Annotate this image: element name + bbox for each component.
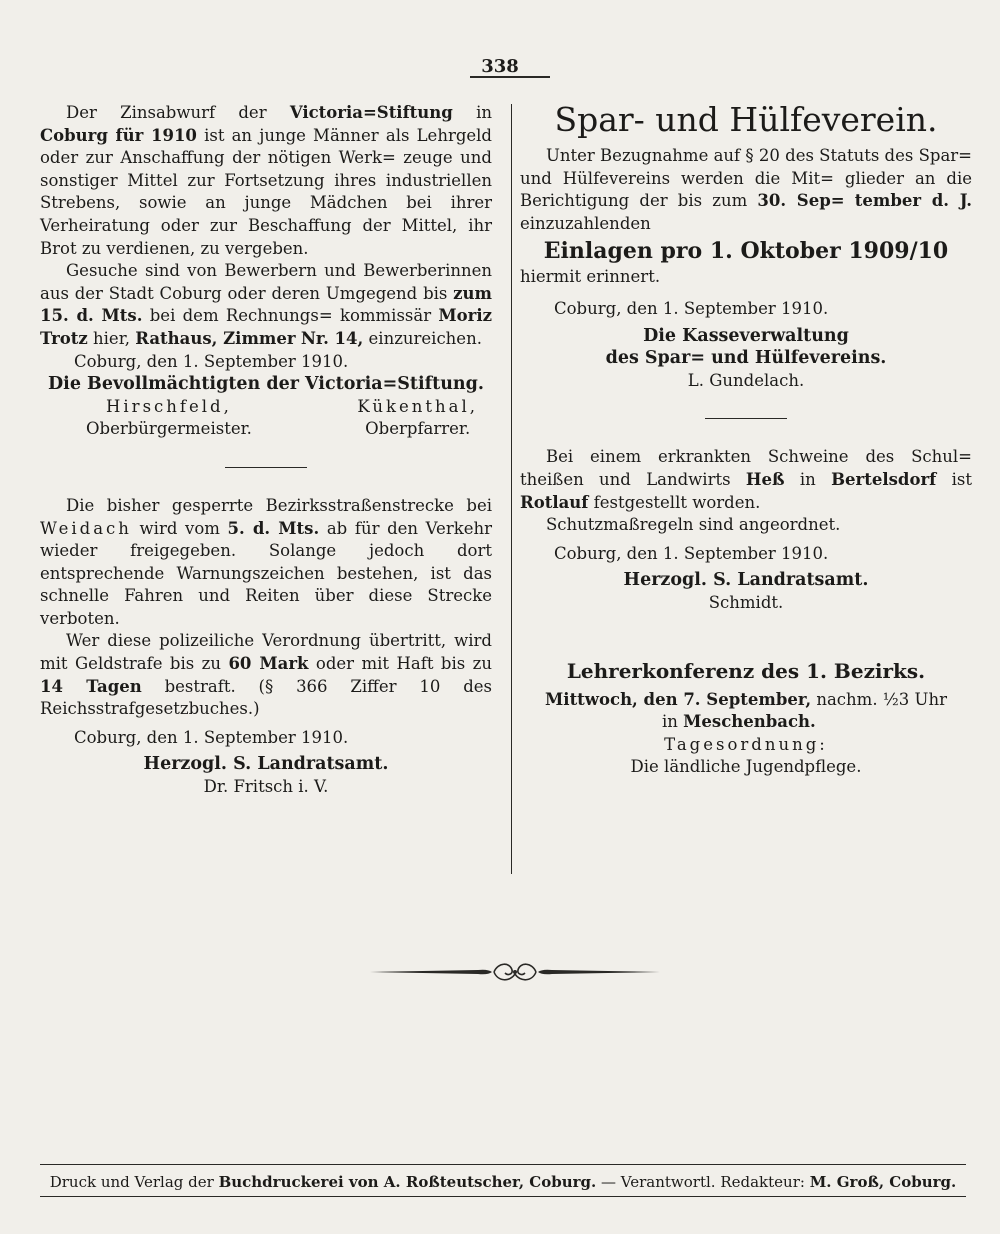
notice-spar-reminder: hiermit erinnert. xyxy=(520,267,661,287)
heading-spar-huelfeverein: Spar- und Hülfeverein. xyxy=(554,100,938,139)
signatory-name: Hirschfeld, xyxy=(106,396,232,416)
notice-weidach-signatory-name: Dr. Fritsch i. V. xyxy=(203,777,329,797)
signatory-title: Oberbürgermeister. xyxy=(86,419,252,439)
notice-victoria-applications: Gesuche sind von Bewerbern und Bewerberinnen aus der Stadt Coburg oder deren Umgegend bis zum 15. d. Mts. bei dem Rechnungs= kommissär Moriz Trotz hier, Rathaus, Zimmer Nr. 14, einzureichen. xyxy=(40,261,492,348)
notice-rotlauf-signatory-name: Schmidt. xyxy=(708,592,784,612)
notice-victoria-signatory: Die Bevollmächtigten der Victoria=Stiftung. xyxy=(48,374,484,395)
footer-rule-top xyxy=(40,1164,966,1165)
notice-victoria-stiftung: Der Zinsabwurf der Victoria=Stiftung in Coburg für 1910 ist an junge Männer als Lehrgeld oder zur Anschaffung der nötigen Werk= zeuge und sonstiger Mittel zur Fortsetzung ihres industriellen Strebens, sowie an junge Mädchen bei ihrer Verheiratung oder zur Beschaffung der Mittel, ihr Brot zu verdienen, zu vergeben. xyxy=(40,103,493,258)
notice-rotlauf: Bei einem erkrankten Schweine des Schul= theißen und Landwirts Heß in Bertelsdorf ist Rotlauf festgestellt worden. xyxy=(520,447,972,512)
section-divider xyxy=(705,418,787,419)
notice-spar-signatory-name: L. Gundelach. xyxy=(687,370,805,390)
notice-weidach-penalty: Wer diese polizeiliche Verordnung übertritt, wird mit Geldstrafe bis zu 60 Mark oder mit Haft bis zu 14 Tagen bestraft. (§ 366 Ziffer 10 des Reichsstrafgesetzbuches.) xyxy=(40,631,492,719)
notice-spar-huelfeverein: Unter Bezugnahme auf § 20 des Statuts des Spar= und Hülfevereins werden die Mit= glieder an die Berichtigung der bis zum 30. Sep= tember d. J. einzuzahlenden xyxy=(520,146,973,233)
conference-location: in Meschenbach. xyxy=(662,712,816,732)
conference-date: Mittwoch, den 7. September, nachm. ½3 Uhr xyxy=(545,689,947,709)
notice-spar-signatory-1: Die Kasseverwaltung xyxy=(643,325,849,346)
column-divider xyxy=(511,104,512,874)
notice-victoria-signatures xyxy=(40,396,492,441)
page-number-rule xyxy=(470,76,550,78)
signatory-name: Kükenthal, xyxy=(357,396,478,416)
conference-agenda-label: Tagesordnung: xyxy=(664,734,828,754)
notice-spar-place-date: Coburg, den 1. September 1910. xyxy=(554,298,829,318)
subheading-einlagen: Einlagen pro 1. Oktober 1909/10 xyxy=(543,238,949,265)
right-column xyxy=(520,102,972,779)
page-number: 338 xyxy=(481,56,519,77)
heading-lehrerkonferenz: Lehrerkonferenz des 1. Bezirks. xyxy=(566,658,926,683)
notice-spar-signatory-2: des Spar= und Hülfevereins. xyxy=(605,348,887,369)
left-column xyxy=(40,102,492,799)
notice-weidach-place-date: Coburg, den 1. September 1910. xyxy=(74,727,349,747)
notice-weidach-road: Die bisher gesperrte Bezirksstraßenstrecke bei Weidach wird vom 5. d. Mts. ab für den Verkehr wieder freigegeben. Solange jedoch dort entsprechende Warnungszeichen bestehen, ist das schnelle Fahren und Reiten über diese Strecke verboten. xyxy=(40,495,492,628)
footer-imprint: Druck und Verlag der Buchdruckerei von A. Roßteutscher, Coburg. — Verantwortl. Redakteur: M. Groß, Coburg. xyxy=(49,1173,957,1191)
section-divider xyxy=(225,467,307,468)
signatory-title: Oberpfarrer. xyxy=(365,419,471,439)
ornament-divider xyxy=(370,960,660,984)
conference-agenda-item: Die ländliche Jugendpflege. xyxy=(630,757,862,777)
notice-rotlauf-place-date: Coburg, den 1. September 1910. xyxy=(554,543,829,563)
footer-rule-bottom xyxy=(40,1196,966,1197)
notice-weidach-signatory: Herzogl. S. Landratsamt. xyxy=(143,754,389,775)
notice-rotlauf-measures: Schutzmaßregeln sind angeordnet. xyxy=(546,515,841,535)
notice-rotlauf-signatory: Herzogl. S. Landratsamt. xyxy=(623,570,869,591)
notice-victoria-place-date: Coburg, den 1. September 1910. xyxy=(74,351,349,371)
